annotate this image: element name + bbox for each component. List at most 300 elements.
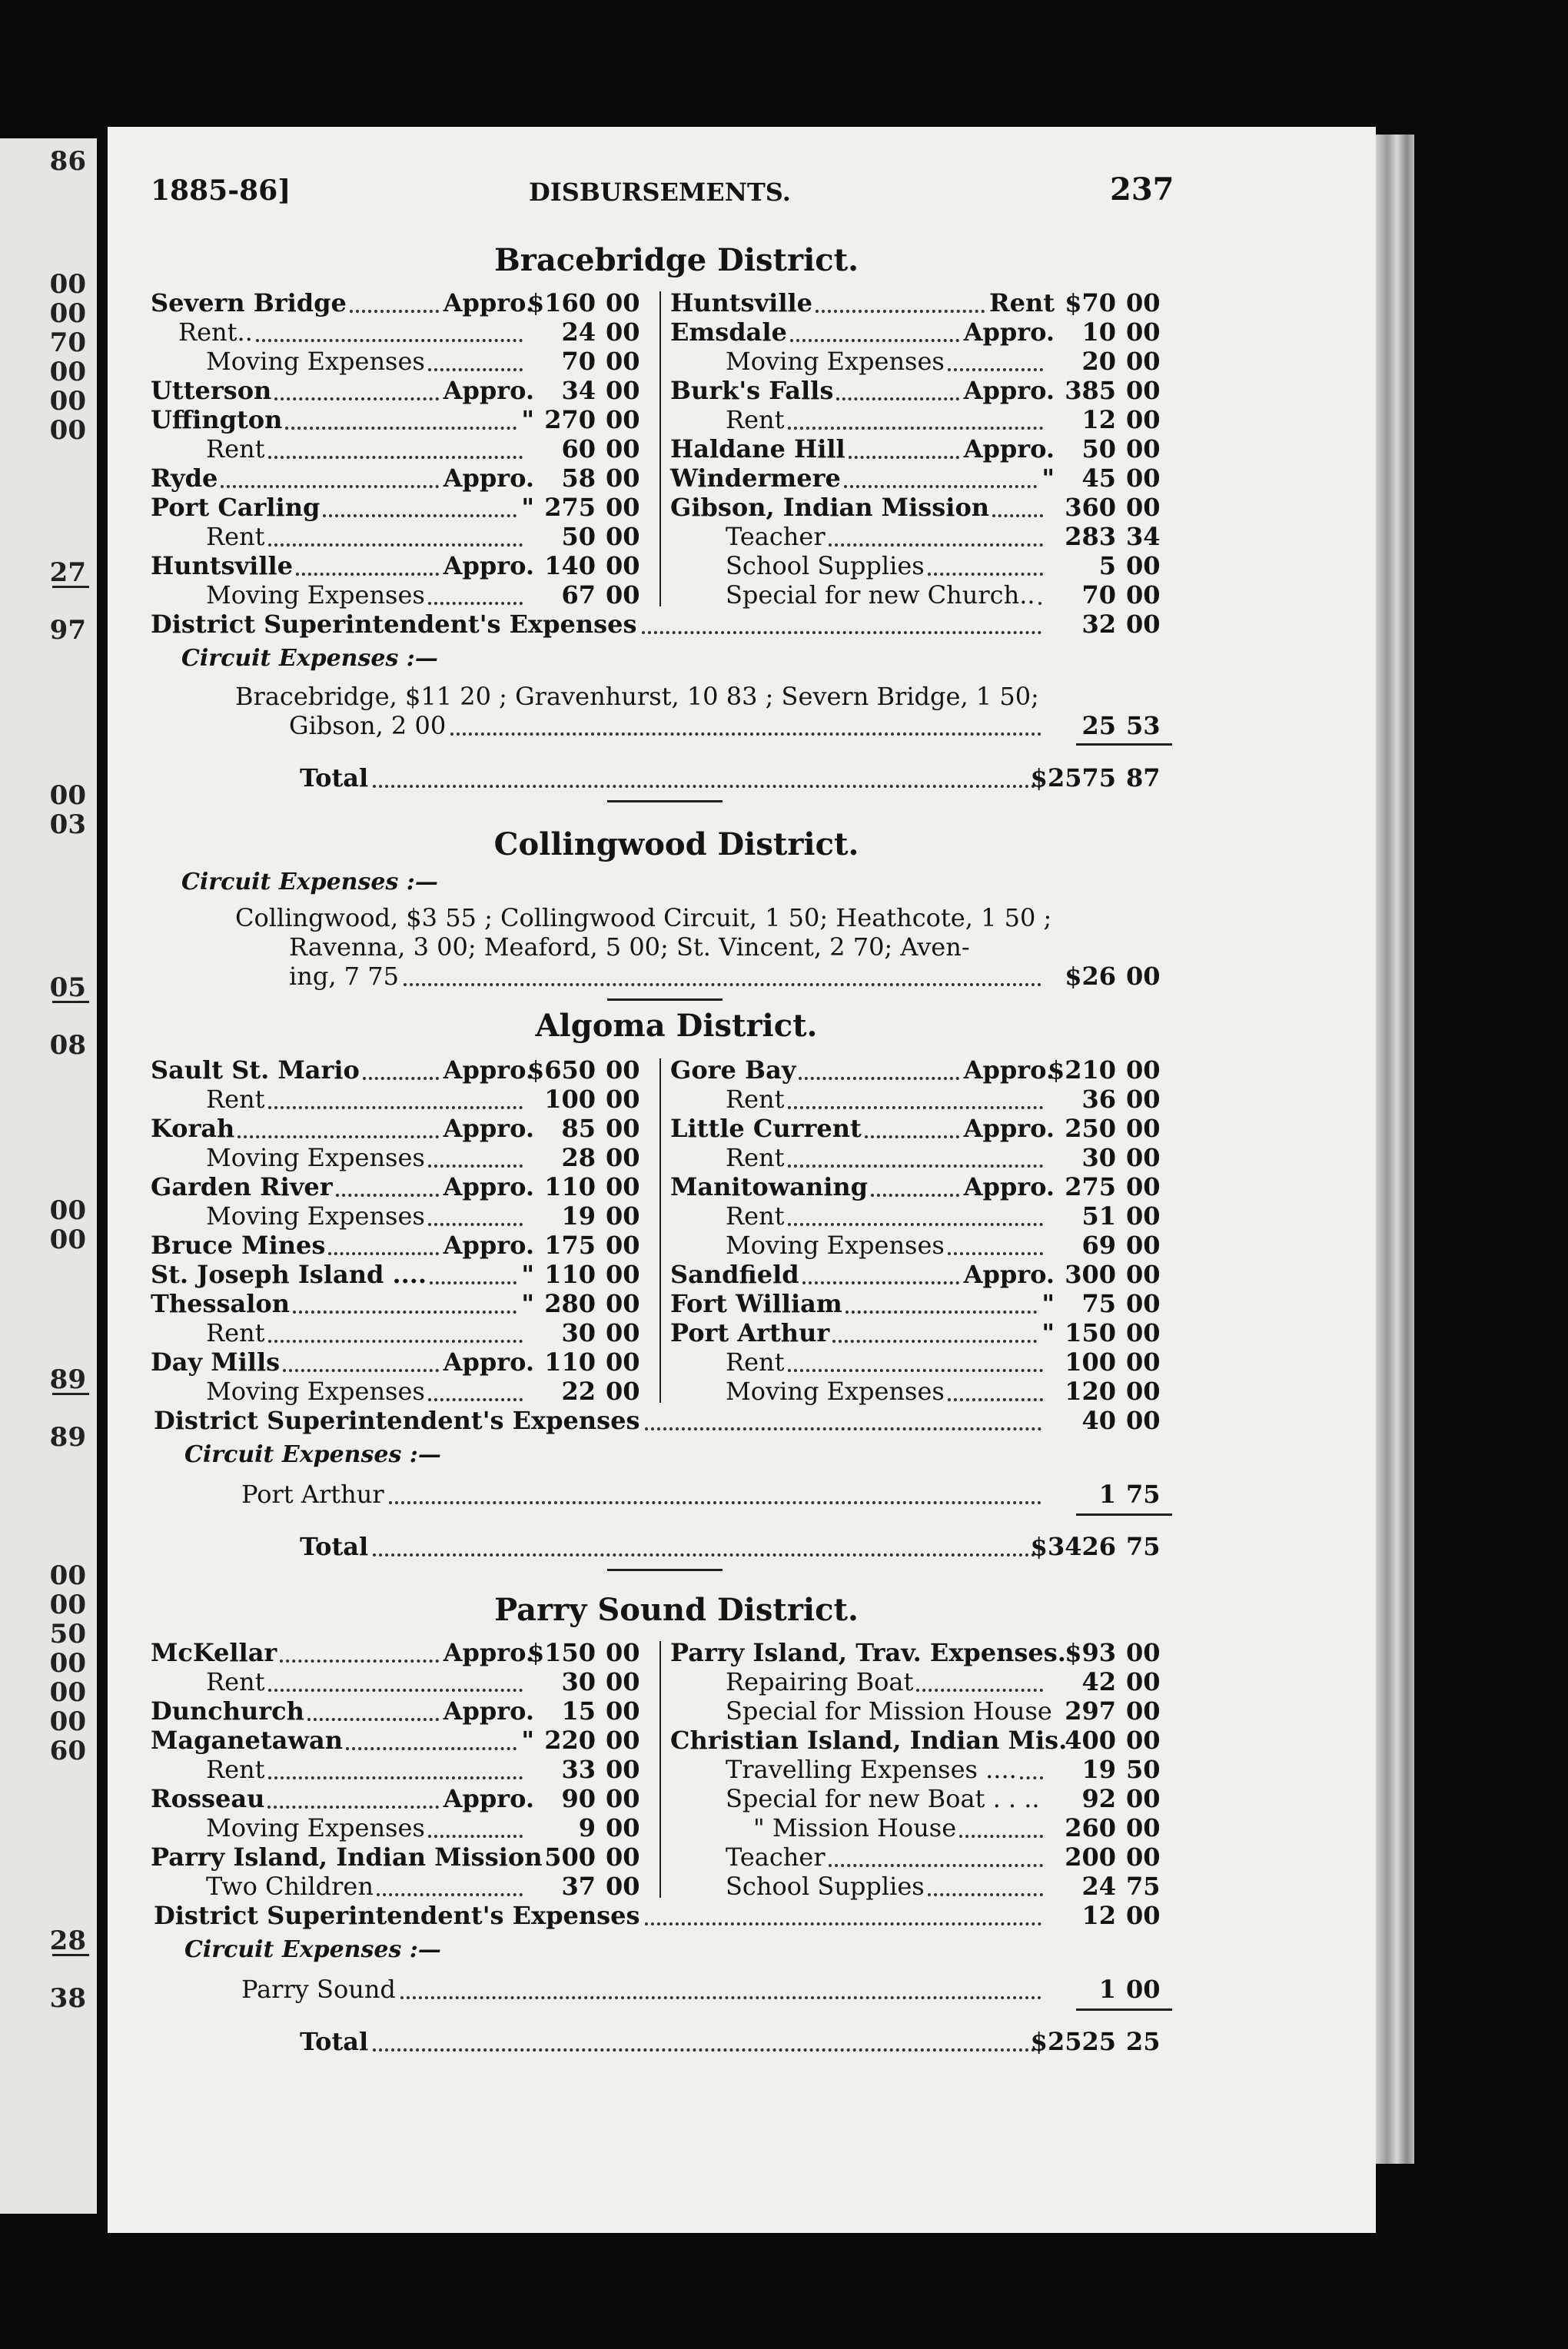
margin-number: 00	[49, 298, 86, 329]
line-label: District Superintendent's Expenses	[154, 1406, 640, 1435]
entry-name: Port Carling	[151, 493, 321, 522]
dot-leader	[428, 1835, 523, 1838]
entry-amount: 92	[1081, 1784, 1116, 1813]
entry-name: School Supplies	[726, 551, 925, 580]
district-heading: Bracebridge District.	[493, 242, 859, 278]
dot-leader	[238, 1135, 438, 1138]
entry-amount: 220	[544, 1726, 596, 1755]
dot-leader	[428, 602, 523, 605]
entry-cents: 50	[1126, 1755, 1161, 1784]
entry-type: Appro.	[963, 317, 1055, 347]
entry-name: Rent	[206, 1318, 265, 1347]
circuit-label: Circuit Expenses :—	[184, 1936, 441, 1963]
entry-type: Appro.	[443, 463, 534, 493]
entry-amount: 150	[1065, 1318, 1116, 1347]
line-amount: 1	[1098, 1975, 1116, 2004]
page	[108, 127, 1376, 2233]
entry-type: Rent	[989, 288, 1055, 317]
entry-cents: 00	[606, 317, 640, 347]
line-amount: $26	[1065, 962, 1116, 991]
entry-cents: 00	[606, 1667, 640, 1696]
margin-number: 50	[49, 1619, 86, 1650]
entry-cents: 00	[606, 1696, 640, 1726]
entry-name: Korah	[151, 1114, 235, 1143]
entry-cents: 00	[1126, 1347, 1161, 1377]
dot-leader	[948, 1252, 1043, 1255]
entry-amount: 283	[1065, 522, 1116, 551]
page-edge	[1376, 135, 1414, 2164]
entry-amount: 275	[544, 493, 596, 522]
entry-name: Moving Expenses	[206, 1377, 425, 1406]
dot-leader	[928, 573, 1043, 576]
line-label: Total	[300, 1532, 369, 1561]
entry-name: Rent	[206, 1755, 265, 1784]
dot-leader	[642, 631, 1041, 634]
entry-name: Moving Expenses	[726, 1377, 945, 1406]
entry-name: Fort William	[670, 1289, 842, 1318]
margin-number: 03	[49, 809, 86, 840]
entry-amount: 120	[1065, 1377, 1116, 1406]
dot-leader	[916, 1689, 1043, 1692]
dot-leader	[788, 1369, 1044, 1372]
entry-amount: 37	[561, 1872, 596, 1901]
entry-amount: 12	[1081, 405, 1116, 434]
entry-cents: 00	[606, 1318, 640, 1347]
entry-cents: 00	[606, 1813, 640, 1842]
header-title: DISBURSEMENTS.	[529, 178, 791, 207]
entry-amount: 20	[1081, 347, 1116, 376]
entry-name: Huntsville	[670, 288, 812, 317]
dot-leader	[428, 1398, 523, 1401]
entry-name: Moving Expenses	[206, 347, 425, 376]
line-label: Total	[300, 763, 369, 792]
entry-type: "	[521, 493, 534, 522]
entry-cents: 00	[1126, 580, 1161, 610]
margin-number: 97	[49, 615, 86, 646]
dot-leader	[346, 1747, 517, 1750]
dot-leader	[832, 1340, 1037, 1343]
margin-number: 00	[49, 415, 86, 446]
entry-cents: 00	[1126, 1055, 1161, 1085]
entry-cents: 00	[606, 522, 640, 551]
entry-amount: 19	[1081, 1755, 1116, 1784]
dot-leader	[799, 1077, 958, 1080]
line-cents: 25	[1126, 2027, 1161, 2056]
entry-cents: 00	[1126, 1696, 1161, 1726]
entry-name: Repairing Boat	[726, 1667, 914, 1696]
entry-name: Ryde	[151, 463, 218, 493]
dot-leader	[363, 1077, 439, 1080]
line-amount: 25	[1081, 711, 1116, 740]
entry-name: Bruce Mines	[151, 1231, 326, 1260]
entry-cents: 00	[1126, 1289, 1161, 1318]
entry-type: "	[521, 1726, 534, 1755]
entry-type: Appro.	[443, 1231, 534, 1260]
entry-amount: 400	[1065, 1726, 1116, 1755]
entry-name: Special for new Church..	[726, 580, 1035, 610]
entry-name: Windermere	[670, 463, 841, 493]
entry-cents: 00	[1126, 1842, 1161, 1872]
entry-type: Appro.	[963, 1055, 1055, 1085]
entry-cents: 00	[606, 1231, 640, 1260]
entry-amount: 90	[561, 1784, 596, 1813]
entry-name: Rent..	[178, 317, 253, 347]
entry-cents: 00	[606, 434, 640, 463]
margin-rule	[52, 1001, 89, 1003]
margin-number: 70	[49, 327, 86, 358]
entry-name: Rent	[206, 434, 265, 463]
entry-amount: 140	[544, 551, 596, 580]
dot-leader	[645, 1427, 1041, 1430]
entry-cents: 00	[1126, 551, 1161, 580]
dot-leader	[267, 1806, 438, 1809]
entry-type: "	[1041, 1318, 1055, 1347]
entry-name: Teacher	[726, 522, 826, 551]
line-cents: 00	[1126, 1406, 1161, 1435]
entry-type: Appro.	[443, 1347, 534, 1377]
dot-leader	[829, 543, 1043, 547]
entry-cents: 00	[606, 463, 640, 493]
dot-leader	[400, 1996, 1041, 1999]
line-cents: 75	[1126, 1480, 1161, 1509]
entry-type: Appro.	[443, 1172, 534, 1201]
entry-name: Manitowaning	[670, 1172, 869, 1201]
header-years: 1885-86]	[151, 174, 291, 207]
margin-number: 00	[49, 1560, 86, 1591]
entry-cents: 00	[1126, 1085, 1161, 1114]
margin-number: 28	[49, 1925, 86, 1956]
dot-leader	[844, 485, 1038, 488]
entry-cents: 00	[1126, 347, 1161, 376]
entry-amount: 100	[544, 1085, 596, 1114]
entry-amount: 42	[1081, 1667, 1116, 1696]
dot-leader	[788, 1223, 1044, 1226]
entry-cents: 00	[1126, 1172, 1161, 1201]
entry-type: Appro.	[963, 1114, 1055, 1143]
entry-type: "	[521, 1260, 534, 1289]
entry-cents: 00	[606, 347, 640, 376]
entry-cents: 00	[606, 1055, 640, 1085]
entry-amount: 9	[578, 1813, 596, 1842]
line-cents: 75	[1126, 1532, 1161, 1561]
entry-cents: 00	[606, 1289, 640, 1318]
margin-number: 00	[49, 357, 86, 387]
margin-number: 00	[49, 269, 86, 300]
entry-name: Moving Expenses	[206, 580, 425, 610]
entry-cents: 00	[606, 1172, 640, 1201]
line-amount: $3426	[1030, 1532, 1116, 1561]
entry-name: Thessalon	[151, 1289, 290, 1318]
margin-number: 00	[49, 1590, 86, 1620]
margin-number: 60	[49, 1736, 86, 1766]
entry-cents: 00	[1126, 317, 1161, 347]
dot-leader	[268, 543, 523, 547]
dot-leader	[323, 514, 517, 517]
circuit-label: Circuit Expenses :—	[184, 1441, 441, 1468]
entry-amount: 175	[544, 1231, 596, 1260]
margin-number: 89	[49, 1364, 86, 1395]
entry-cents: 00	[1126, 376, 1161, 405]
entry-amount: 50	[1081, 434, 1116, 463]
entry-name: Port Arthur	[670, 1318, 830, 1347]
entry-name: Parry Island, Indian Mission	[151, 1842, 543, 1872]
entry-amount: $160	[527, 288, 596, 317]
entry-cents: 00	[606, 1377, 640, 1406]
entry-name: Christian Island, Indian Mis.	[670, 1726, 1068, 1755]
entry-amount: 360	[1065, 493, 1116, 522]
entry-name: Two Children	[206, 1872, 374, 1901]
entry-type: Appro.	[443, 1696, 534, 1726]
entry-cents: 00	[606, 1347, 640, 1377]
dot-leader	[816, 310, 985, 313]
entry-cents: 00	[1126, 1638, 1161, 1667]
line-label: District Superintendent's Expenses	[151, 610, 637, 639]
dot-leader	[1020, 1776, 1043, 1779]
entry-cents: 00	[606, 1755, 640, 1784]
column-divider	[659, 1058, 661, 1403]
entry-amount: 30	[561, 1318, 596, 1347]
entry-type: "	[521, 405, 534, 434]
line-label: Parry Sound	[241, 1975, 396, 2004]
entry-cents: 00	[1126, 1377, 1161, 1406]
entry-amount: 297	[1065, 1696, 1116, 1726]
entry-name: McKellar	[151, 1638, 277, 1667]
entry-type: "	[1041, 1289, 1055, 1318]
entry-amount: 10	[1081, 317, 1116, 347]
line-amount: 12	[1081, 1901, 1116, 1930]
entry-cents: 00	[606, 1085, 640, 1114]
circuit-line: Ravenna, 3 00; Meaford, 5 00; St. Vincent, 2 70; Aven-	[289, 932, 970, 962]
rule	[607, 800, 723, 802]
entry-type: Appro.	[443, 1055, 534, 1085]
entry-cents: 00	[606, 1726, 640, 1755]
entry-amount: 34	[561, 376, 596, 405]
entry-name: Rent	[726, 1085, 785, 1114]
dot-leader	[645, 1922, 1041, 1925]
circuit-line: Collingwood, $3 55 ; Collingwood Circuit, 1 50; Heathcote, 1 50 ;	[235, 903, 1052, 932]
entry-amount: 45	[1081, 463, 1116, 493]
margin-number: 00	[49, 386, 86, 417]
entry-cents: 00	[606, 288, 640, 317]
entry-type: "	[1041, 463, 1055, 493]
dot-leader	[948, 368, 1043, 371]
entry-amount: $150	[527, 1638, 596, 1667]
entry-type: Appro.	[443, 1114, 534, 1143]
entry-amount: $93	[1065, 1638, 1116, 1667]
dot-leader	[268, 1689, 523, 1692]
dot-leader	[350, 310, 439, 313]
dot-leader	[373, 1553, 1041, 1557]
entry-amount: 22	[561, 1377, 596, 1406]
entry-name: Haldane Hill	[670, 434, 845, 463]
entry-type: "	[521, 1289, 534, 1318]
margin-number: 27	[49, 557, 86, 588]
dot-leader	[256, 339, 523, 342]
entry-amount: 110	[544, 1260, 596, 1289]
line-cents: 00	[1126, 962, 1161, 991]
dot-leader	[829, 1864, 1043, 1867]
dot-leader	[268, 456, 523, 459]
dot-leader	[865, 1135, 959, 1138]
dot-leader	[430, 1281, 517, 1284]
line-label: Port Arthur	[241, 1480, 384, 1509]
dot-leader	[221, 485, 438, 488]
dot-leader	[336, 1194, 439, 1197]
entry-cents: 00	[1126, 1231, 1161, 1260]
margin-number: 38	[49, 1983, 86, 2014]
entry-name: Little Current	[670, 1114, 862, 1143]
line-amount: 1	[1098, 1480, 1116, 1509]
entry-cents: 00	[1126, 1813, 1161, 1842]
entry-name: Sault St. Mario	[151, 1055, 360, 1085]
rule	[607, 998, 723, 1001]
entry-name: Garden River	[151, 1172, 333, 1201]
dot-leader	[328, 1252, 438, 1255]
entry-amount: 200	[1065, 1842, 1116, 1872]
entry-type: Appro.	[443, 288, 534, 317]
dot-leader	[802, 1281, 959, 1284]
entry-amount: 260	[1065, 1813, 1116, 1842]
entry-amount: 58	[561, 463, 596, 493]
margin-number: 00	[49, 1677, 86, 1708]
entry-amount: 385	[1065, 376, 1116, 405]
dot-leader	[307, 1718, 439, 1721]
entry-type: Appro.	[963, 1260, 1055, 1289]
margin-number: 00	[49, 1648, 86, 1679]
dot-leader	[428, 1165, 523, 1168]
entry-type: Appro.	[443, 376, 534, 405]
entry-name: Teacher	[726, 1842, 826, 1872]
entry-name: Uffington	[151, 405, 283, 434]
entry-cents: 00	[1126, 1318, 1161, 1347]
entry-cents: 00	[1126, 1114, 1161, 1143]
column-divider	[659, 291, 661, 606]
entry-name: Rosseau	[151, 1784, 265, 1813]
dot-leader	[788, 1106, 1044, 1109]
dot-leader	[428, 1223, 523, 1226]
line-label: Gibson, 2 00	[289, 711, 447, 740]
rule	[1076, 1513, 1172, 1516]
entry-amount: 300	[1065, 1260, 1116, 1289]
entry-type: Appro.	[443, 551, 534, 580]
margin-rule	[52, 1954, 89, 1956]
entry-name: Dunchurch	[151, 1696, 304, 1726]
entry-cents: 00	[1126, 1726, 1161, 1755]
margin-rule	[52, 1393, 89, 1395]
rule	[1076, 743, 1172, 746]
dot-leader	[871, 1194, 959, 1197]
district-heading: Algoma District.	[535, 1008, 818, 1044]
page-number: 237	[1110, 171, 1174, 208]
entry-amount: 275	[1065, 1172, 1116, 1201]
entry-amount: $650	[527, 1055, 596, 1085]
entry-type: Appro.	[963, 434, 1055, 463]
entry-amount: 67	[561, 580, 596, 610]
entry-amount: 50	[561, 522, 596, 551]
line-amount: $2575	[1030, 763, 1116, 792]
dot-leader	[296, 573, 439, 576]
entry-name: " Mission House	[753, 1813, 957, 1842]
entry-name: Moving Expenses	[726, 347, 945, 376]
entry-cents: 00	[1126, 434, 1161, 463]
entry-name: Rent	[726, 1347, 785, 1377]
dot-leader	[283, 1369, 439, 1372]
line-amount: 40	[1081, 1406, 1116, 1435]
entry-cents: 00	[606, 1842, 640, 1872]
dot-leader	[959, 1835, 1043, 1838]
entry-name: Rent	[206, 1085, 265, 1114]
entry-name: St. Joseph Island ....	[151, 1260, 427, 1289]
entry-amount: 24	[561, 317, 596, 347]
margin-number: 00	[49, 1224, 86, 1255]
line-cents: 00	[1126, 610, 1161, 639]
entry-name: Special for Mission House	[726, 1696, 1052, 1726]
previous-page-margin	[0, 138, 97, 2214]
margin-number: 00	[49, 1706, 86, 1737]
entry-cents: 00	[606, 1143, 640, 1172]
entry-amount: 69	[1081, 1231, 1116, 1260]
entry-name: School Supplies	[726, 1872, 925, 1901]
entry-cents: 00	[1126, 405, 1161, 434]
entry-name: Day Mills	[151, 1347, 281, 1377]
entry-name: Huntsville	[151, 551, 293, 580]
entry-amount: 19	[561, 1201, 596, 1231]
dot-leader	[285, 427, 517, 430]
dot-leader	[373, 785, 1041, 788]
margin-rule	[52, 586, 89, 588]
dot-leader	[790, 339, 959, 342]
dot-leader	[836, 397, 958, 400]
margin-number: 89	[49, 1422, 86, 1453]
entry-cents: 00	[1126, 1260, 1161, 1289]
entry-amount: 36	[1081, 1085, 1116, 1114]
entry-name: Rent	[206, 522, 265, 551]
entry-cents: 00	[606, 405, 640, 434]
entry-cents: 00	[606, 493, 640, 522]
dot-leader	[788, 1165, 1044, 1168]
entry-name: Travelling Expenses ....	[726, 1755, 1017, 1784]
margin-number: 00	[49, 780, 86, 811]
dot-leader	[373, 2048, 1041, 2052]
line-cents: 00	[1126, 1975, 1161, 2004]
entry-amount: 28	[561, 1143, 596, 1172]
entry-cents: 00	[606, 1201, 640, 1231]
entry-cents: 75	[1126, 1872, 1161, 1901]
entry-name: Rent	[726, 1201, 785, 1231]
entry-cents: 00	[606, 1260, 640, 1289]
dot-leader	[948, 1398, 1043, 1401]
entry-cents: 34	[1126, 522, 1161, 551]
entry-amount: 110	[544, 1347, 596, 1377]
district-heading: Parry Sound District.	[494, 1592, 859, 1628]
dot-leader	[377, 1893, 523, 1896]
line-amount: $2525	[1030, 2027, 1116, 2056]
dot-leader	[428, 368, 523, 371]
dot-leader	[788, 427, 1044, 430]
entry-amount: 85	[561, 1114, 596, 1143]
entry-amount: 30	[1081, 1143, 1116, 1172]
dot-leader	[389, 1501, 1041, 1504]
entry-cents: 00	[1126, 1667, 1161, 1696]
dot-leader	[268, 1340, 523, 1343]
entry-amount: 51	[1081, 1201, 1116, 1231]
entry-name: Moving Expenses	[206, 1143, 425, 1172]
entry-amount: 70	[1081, 580, 1116, 610]
line-cents: 53	[1126, 711, 1161, 740]
dot-leader	[280, 1660, 438, 1663]
line-label: Total	[300, 2027, 369, 2056]
entry-cents: 00	[606, 580, 640, 610]
